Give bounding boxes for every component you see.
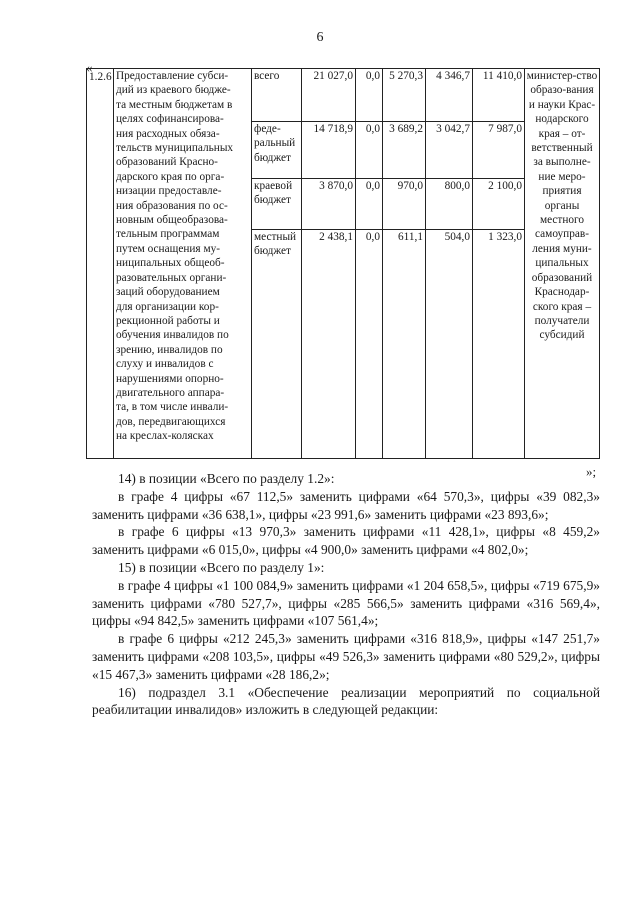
value-year-2: 611,1 [383,230,426,459]
value-total: 3 870,0 [302,179,356,230]
paragraph-column-6-section-1-2: в графе 6 цифры «13 970,3» заменить цифрами «11 428,1», цифры «8 459,2» заменить цифрами «6 015,0», цифры «4 900,0» заменить цифрами «4 802,0»; [92,524,600,558]
paragraph-column-4-section-1-2: в графе 4 цифры «67 112,5» заменить цифрами «64 570,3», цифры «39 082,3» заменить цифрами «36 638,1», цифры «23 991,6» заменить цифрами «23 893,6»; [92,488,600,522]
row-number: 1.2.6 [87,69,114,459]
value-year-4: 11 410,0 [473,69,525,122]
description-line: та, в том числе инвали- [116,401,229,414]
amendment-text [92,470,600,719]
description-line: низации предоставле- [116,185,222,198]
description-line: тельств муниципальных [116,142,234,155]
opening-quote: « [86,60,93,75]
description-line: нарушениями опорно- [116,372,224,385]
paragraph-item-16: 16) подраздел 3.1 «Обеспечение реализации мероприятий по социальной реабилитации инвалидов» изложить в следующей редакции: [92,684,600,718]
description-line: для организации кор- [116,300,219,313]
value-year-4: 2 100,0 [473,179,525,230]
description-line: разовательных органи- [116,271,227,284]
description-line: рекционной работы и [116,314,220,327]
value-year-2: 5 270,3 [383,69,426,122]
paragraph-item-15: 15) в позиции «Всего по разделу 1»: [118,559,325,575]
value-year-1: 0,0 [356,69,383,122]
description-line: обучения инвалидов по [116,329,229,342]
description-line: заций оборудованием [116,286,220,299]
description-line: путем оснащения му- [116,242,221,255]
funding-source: феде-ральный бюджет [252,122,302,179]
funding-source: всего [252,69,302,122]
description-line: та местным бюджетам в [116,98,233,111]
description-line: образований Красно- [116,156,218,169]
description-line: на креслах-колясках [116,430,214,443]
description-line: дарского края по орга- [116,170,225,183]
value-total: 14 718,9 [302,122,356,179]
description-line: двигательного аппара- [116,386,225,399]
value-year-2: 3 689,2 [383,122,426,179]
description-line: зрению, инвалидов по [116,343,223,356]
value-year-2: 970,0 [383,179,426,230]
description-line: дий из краевого бюдже- [116,84,231,97]
description-line: целях софинансирова- [116,113,224,126]
description-line: тельным программам [116,228,220,241]
value-year-4: 1 323,0 [473,230,525,459]
description-line: ниципальных общеоб- [116,257,225,270]
executor: министер-ство образо-вания и науки Крас-нодарского края – от-ветственный за выполне-ние меро-приятия органы местного самоуправ-ления муни-ципальных образований Краснодар-ского края – получатели субсидий [525,69,600,459]
funding-source: краевой бюджет [252,179,302,230]
value-year-3: 4 346,7 [426,69,473,122]
funding-source: местный бюджет [252,230,302,459]
table-row [87,69,600,122]
paragraph-item-14: 14) в позиции «Всего по разделу 1.2»: [118,471,335,486]
value-total: 21 027,0 [302,69,356,122]
value-year-1: 0,0 [356,122,383,179]
program-table [86,68,600,459]
description-line: Предоставление субси- [116,70,229,82]
description-line: слуху и инвалидов с [116,358,214,371]
value-year-3: 504,0 [426,230,473,459]
value-year-1: 0,0 [356,230,383,459]
value-year-4: 7 987,0 [473,122,525,179]
paragraph-column-6-section-1: в графе 6 цифры «212 245,3» заменить цифрами «316 818,9», цифры «147 251,7» заменить цифрами «208 103,5», цифры «49 526,3» заменить цифрами «80 529,2», цифры «15 467,3» заменить цифрами «28 186,2»; [92,631,600,682]
paragraph-column-4-section-1: в графе 4 цифры «1 100 084,9» заменить цифрами «1 204 658,5», цифры «719 675,9» заменить цифрами «780 527,7», цифры «285 566,5» заменить цифрами «316 569,4», цифры «94 842,5» заменить цифрами «107 561,4»; [92,577,600,629]
description-line: новным общеобразова- [116,214,228,227]
measure-description [114,69,252,459]
description-line: ния расходных обяза- [116,127,220,140]
description-line: дов, передвигающихся [116,415,226,428]
page-number: 6 [316,30,324,45]
value-year-3: 3 042,7 [426,122,473,179]
value-year-3: 800,0 [426,179,473,230]
value-year-1: 0,0 [356,179,383,230]
description-line: ния образования по ос- [116,199,228,212]
value-total: 2 438,1 [302,230,356,459]
closing-quote: »; [586,464,597,479]
